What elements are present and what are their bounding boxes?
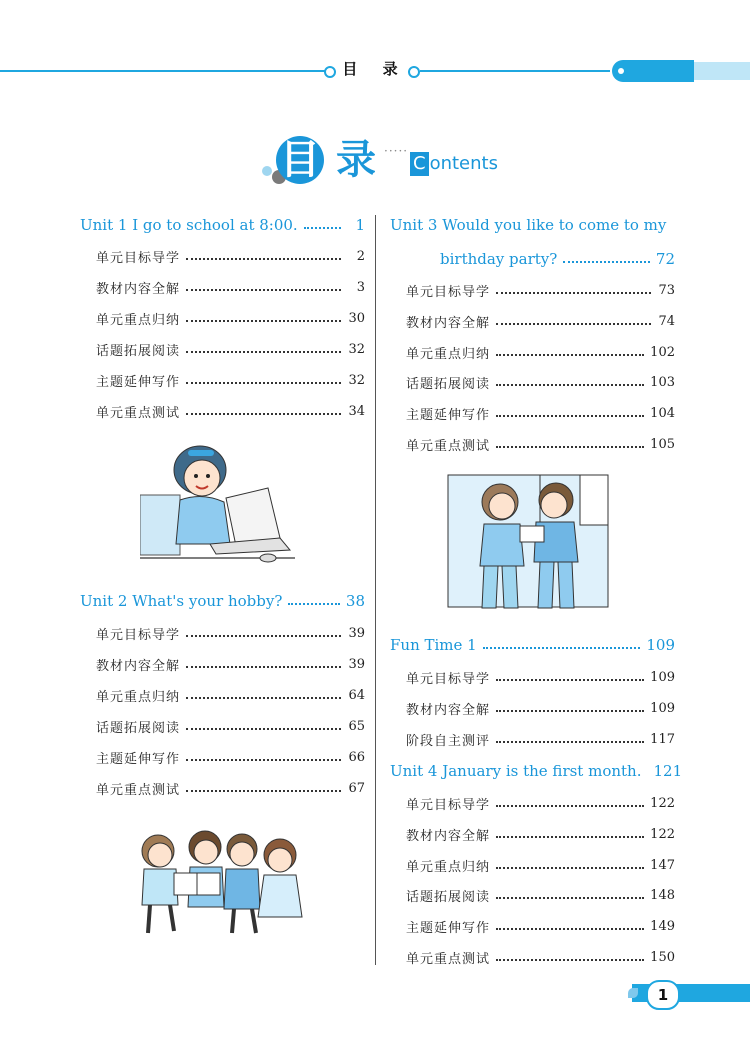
- girl-eye-left: [194, 474, 198, 478]
- toc-page: 73: [658, 282, 675, 298]
- window: [580, 475, 608, 525]
- contents-capital: C: [410, 152, 429, 176]
- toc-entry[interactable]: [80, 367, 365, 393]
- toc-entry[interactable]: [390, 695, 675, 721]
- toc-page: 39: [348, 656, 365, 672]
- toc-label: 话题拓展阅读: [96, 720, 181, 736]
- contents-rest: ontents: [429, 153, 498, 174]
- toc-entry[interactable]: [80, 713, 365, 739]
- dot-leader: [496, 354, 644, 356]
- boy-face: [541, 492, 567, 518]
- toc-page: 39: [348, 625, 365, 641]
- toc-label: Unit 3 Would you like to come to my: [390, 216, 667, 234]
- toc-label: 单元目标导学: [96, 250, 181, 266]
- toc-page: 3: [356, 279, 365, 295]
- header-tab-extension: [694, 62, 750, 80]
- toc-entry[interactable]: [80, 682, 365, 708]
- toc-label: 单元目标导学: [406, 284, 491, 300]
- toc-page: 121: [653, 762, 683, 780]
- toc-label: Unit 2 What's your hobby?: [80, 592, 283, 610]
- laptop-screen: [226, 488, 280, 546]
- toc-entry[interactable]: [80, 775, 365, 801]
- toc-entry-unit-4[interactable]: [390, 758, 683, 784]
- toc-entry[interactable]: [390, 852, 675, 878]
- toc-page: 122: [650, 795, 675, 811]
- toc-label: 教材内容全解: [96, 281, 181, 297]
- toc-page: 147: [650, 857, 675, 873]
- dot-leader: [186, 413, 341, 415]
- toc-label: 单元目标导学: [406, 671, 491, 687]
- kid2-face: [194, 840, 218, 864]
- header-rule-right: [420, 70, 610, 72]
- toc-label: 主题延伸写作: [96, 751, 181, 767]
- toc-entry[interactable]: [80, 398, 365, 424]
- title-char-lu: 录: [336, 137, 376, 183]
- header-title: 目 录: [342, 60, 408, 78]
- toc-entry[interactable]: [390, 277, 675, 303]
- gift-card: [520, 526, 544, 542]
- title-char-mu: 目: [276, 136, 324, 184]
- header-rule-left: [0, 70, 325, 72]
- toc-entry[interactable]: [80, 305, 365, 331]
- toc-page: 65: [348, 718, 365, 734]
- toc-page: 150: [650, 949, 675, 965]
- kid3-shirt: [224, 869, 260, 909]
- toc-label: 单元重点归纳: [406, 346, 491, 362]
- toc-page: 149: [650, 918, 675, 934]
- header-dot-right: [408, 66, 420, 78]
- toc-label: 主题延伸写作: [96, 374, 181, 390]
- kid3-face: [230, 842, 254, 866]
- toc-label: 单元重点归纳: [96, 689, 181, 705]
- toc-page: 30: [348, 310, 365, 326]
- toc-entry[interactable]: [80, 274, 365, 300]
- dot-leader: [496, 292, 651, 294]
- dot-leader: [483, 647, 641, 649]
- toc-entry[interactable]: [390, 308, 675, 334]
- dot-leader: [186, 635, 341, 637]
- toc-page: 148: [650, 887, 675, 903]
- toc-entry[interactable]: [390, 400, 675, 426]
- girl-face-2: [489, 493, 515, 519]
- toc-page: 72: [655, 250, 675, 268]
- dot-leader: [186, 666, 341, 668]
- girl-face: [184, 460, 220, 496]
- kid1-leg: [148, 905, 150, 933]
- title-dots: ·····: [384, 144, 409, 158]
- toc-page: 64: [348, 687, 365, 703]
- girl-eye-right: [206, 474, 210, 478]
- kid1-leg-2: [170, 905, 174, 931]
- toc-label: 主题延伸写作: [406, 407, 491, 423]
- dot-leader: [186, 382, 341, 384]
- toc-entry[interactable]: [390, 882, 675, 908]
- toc-page: 34: [348, 403, 365, 419]
- toc-label: 单元重点归纳: [96, 312, 181, 328]
- toc-page: 1: [355, 216, 365, 234]
- toc-entry-unit-2[interactable]: [80, 588, 365, 614]
- kid4-dress: [258, 875, 302, 917]
- toc-label: 话题拓展阅读: [406, 889, 491, 905]
- dot-leader: [496, 959, 644, 961]
- contents-title: [250, 130, 510, 200]
- dot-leader: [496, 836, 644, 838]
- dot-leader: [186, 258, 341, 260]
- toc-label: 单元重点测试: [96, 782, 181, 798]
- toc-page: 38: [345, 592, 365, 610]
- toc-label: 单元重点测试: [406, 951, 491, 967]
- dot-leader: [304, 227, 341, 229]
- toc-label: 话题拓展阅读: [406, 376, 491, 392]
- toc-page: 109: [646, 636, 675, 654]
- column-divider: [375, 215, 376, 965]
- page-header: [0, 0, 750, 100]
- header-tab: [612, 60, 694, 82]
- computer-mouse: [260, 554, 276, 562]
- dot-leader: [496, 928, 644, 930]
- kid1-face: [148, 843, 172, 867]
- toc-label: 单元重点归纳: [406, 859, 491, 875]
- kids-exchanging-gift-illustration: [440, 470, 615, 615]
- toc-entry[interactable]: [390, 944, 675, 970]
- toc-label: Fun Time 1: [390, 636, 477, 654]
- toc-label: Unit 4 January is the first month.: [390, 762, 642, 780]
- toc-page: 74: [658, 313, 675, 329]
- toc-page: 103: [650, 374, 675, 390]
- toc-label: 单元重点测试: [96, 405, 181, 421]
- toc-page: 102: [650, 344, 675, 360]
- toc-page: 104: [650, 405, 675, 421]
- dot-leader: [496, 897, 644, 899]
- toc-entry[interactable]: [390, 790, 675, 816]
- dot-leader: [186, 351, 341, 353]
- dot-leader: [186, 759, 341, 761]
- toc-label: 教材内容全解: [96, 658, 181, 674]
- kid3-leg-2: [252, 909, 256, 933]
- dot-leader: [496, 323, 651, 325]
- toc-entry[interactable]: [80, 243, 365, 269]
- dot-leader: [496, 384, 644, 386]
- girl-at-computer-illustration: [140, 440, 300, 570]
- toc-page: 122: [650, 826, 675, 842]
- toc-page: 67: [348, 780, 365, 796]
- dot-leader: [496, 805, 644, 807]
- dot-leader: [496, 415, 644, 417]
- title-contents-word: [410, 152, 498, 176]
- header-tab-dot: [618, 68, 624, 74]
- toc-page: 2: [356, 248, 365, 264]
- dot-leader: [186, 320, 341, 322]
- toc-page: 32: [348, 372, 365, 388]
- toc-page: 109: [650, 700, 675, 716]
- dot-leader: [496, 867, 644, 869]
- toc-label: 阶段自主测评: [406, 733, 491, 749]
- toc-label: birthday party?: [440, 250, 558, 268]
- kid4-face: [268, 848, 292, 872]
- toc-entry[interactable]: [390, 726, 675, 752]
- toc-label: 教材内容全解: [406, 828, 491, 844]
- page-number: 1: [646, 980, 680, 1010]
- decor-dot-light: [262, 166, 272, 176]
- toc-entry-unit-3-line1[interactable]: [390, 212, 675, 238]
- dot-leader: [186, 289, 341, 291]
- toc-page: 66: [348, 749, 365, 765]
- toc-label: 单元目标导学: [96, 627, 181, 643]
- toc-entry[interactable]: [390, 431, 675, 457]
- toc-label: 主题延伸写作: [406, 920, 491, 936]
- toc-entry[interactable]: [80, 651, 365, 677]
- toc-label: 教材内容全解: [406, 702, 491, 718]
- dot-leader: [186, 697, 341, 699]
- toc-entry[interactable]: [390, 821, 675, 847]
- toc-entry[interactable]: [390, 664, 675, 690]
- toc-page: 32: [348, 341, 365, 357]
- leaf-icon: [628, 988, 638, 998]
- dot-leader: [563, 261, 650, 263]
- girl-headband: [188, 450, 214, 456]
- kid1-shirt: [142, 869, 178, 905]
- toc-entry[interactable]: [80, 336, 365, 362]
- toc-entry[interactable]: [390, 339, 675, 365]
- toc-page: 109: [650, 669, 675, 685]
- toc-entry[interactable]: [80, 744, 365, 770]
- toc-entry-unit-3-line2[interactable]: [440, 246, 675, 272]
- toc-label: 单元重点测试: [406, 438, 491, 454]
- toc-entry[interactable]: [80, 620, 365, 646]
- toc-label: 教材内容全解: [406, 315, 491, 331]
- toc-label: 话题拓展阅读: [96, 343, 181, 359]
- dot-leader: [186, 728, 341, 730]
- girl-top-2: [480, 524, 524, 566]
- chair-back: [140, 495, 180, 555]
- children-group-illustration: [130, 825, 310, 940]
- toc-entry-unit-1[interactable]: [80, 212, 365, 238]
- toc-entry-fun-time-1[interactable]: [390, 632, 675, 658]
- toc-entry[interactable]: [390, 913, 675, 939]
- toc-label: Unit 1 I go to school at 8:00.: [80, 216, 298, 234]
- kid3-leg: [232, 909, 234, 933]
- dot-leader: [288, 603, 340, 605]
- dot-leader: [186, 790, 341, 792]
- toc-entry[interactable]: [390, 369, 675, 395]
- dot-leader: [496, 741, 644, 743]
- toc-label: 单元目标导学: [406, 797, 491, 813]
- dot-leader: [496, 679, 644, 681]
- dot-leader: [496, 710, 644, 712]
- toc-page: 117: [650, 731, 675, 747]
- dot-leader: [496, 446, 644, 448]
- girl-shirt: [176, 496, 230, 544]
- toc-page: 105: [650, 436, 675, 452]
